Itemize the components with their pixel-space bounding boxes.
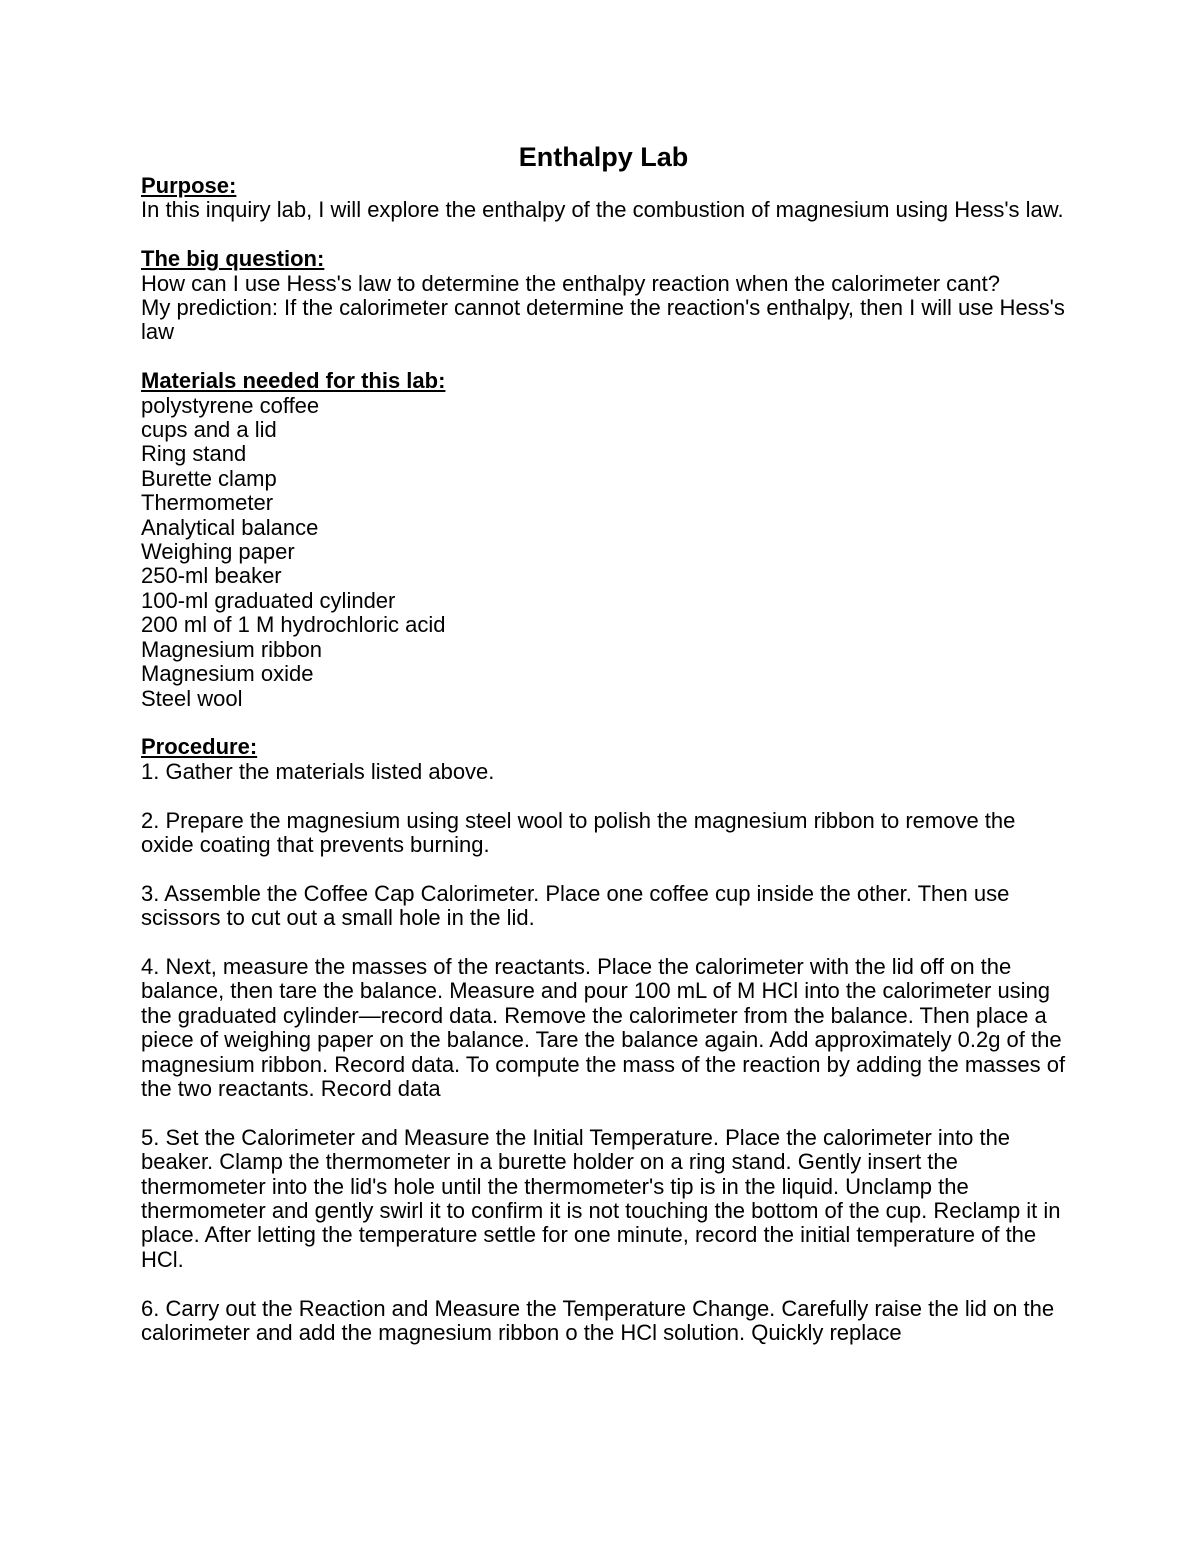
material-item: Burette clamp	[141, 465, 277, 491]
big-question-heading: The big question:	[141, 246, 325, 272]
materials-heading: Materials needed for this lab:	[141, 368, 446, 394]
material-item: Ring stand	[141, 441, 247, 467]
material-item: 100-ml graduated cylinder	[141, 587, 396, 613]
procedure-step: 5. Set the Calorimeter and Measure the Initial Temperature. Place the calorimeter into the beaker. Clamp the thermometer in a burette holder on a ring stand. Gently insert the thermometer into the lid's hole until the thermometer's tip is in the liquid. Unclamp the thermometer and gently swirl it to confirm it is not touching the bottom of the cup. Reclamp it in place. After letting the temperature settle for one minute, record the initial temperature of the HCl.	[141, 1124, 1061, 1272]
material-item: Steel wool	[141, 685, 243, 711]
procedure-section	[141, 735, 1066, 1345]
procedure-step: 4. Next, measure the masses of the reactants. Place the calorimeter with the lid off on the balance, then tare the balance. Measure and pour 100 mL of M HCl into the calorimeter using the graduated cylinder—record data. Remove the calorimeter from the balance. Then place a piece of weighing paper on the balance. Tare the balance again. Add approximately 0.2g of the magnesium ribbon. Record data. To compute the mass of the reaction by adding the masses of the two reactants. Record data	[141, 953, 1066, 1101]
spacer	[141, 711, 1066, 735]
purpose-text: In this inquiry lab, I will explore the enthalpy of the combustion of magnesium using Hess's law.	[141, 197, 1064, 223]
big-question-text: How can I use Hess's law to determine the enthalpy reaction when the calorimeter cant?	[141, 270, 1000, 296]
procedure-step: 1. Gather the materials listed above.	[141, 758, 495, 784]
material-item: Weighing paper	[141, 539, 295, 565]
document-title: Enthalpy Lab	[518, 142, 689, 172]
material-item: Magnesium oxide	[141, 661, 314, 687]
material-item: cups and a lid	[141, 417, 277, 443]
material-item: 200 ml of 1 M hydrochloric acid	[141, 612, 446, 638]
material-item: 250-ml beaker	[141, 563, 282, 589]
procedure-steps	[141, 760, 1066, 1346]
spacer	[141, 223, 1066, 247]
material-item: Thermometer	[141, 490, 274, 516]
spacer	[141, 345, 1066, 369]
procedure-heading: Procedure:	[141, 734, 258, 760]
procedure-step: 6. Carry out the Reaction and Measure the Temperature Change. Carefully raise the lid on the calorimeter and add the magnesium ribbon o the HCl solution. Quickly replace	[141, 1295, 1055, 1345]
big-question-section	[141, 247, 1066, 345]
procedure-step: 2. Prepare the magnesium using steel wool to polish the magnesium ribbon to remove the oxide coating that prevents burning.	[141, 807, 1016, 857]
materials-list	[141, 394, 1066, 711]
prediction-text: My prediction: If the calorimeter cannot determine the reaction's enthalpy, then I will use Hess's law	[141, 295, 1065, 345]
procedure-step: 3. Assemble the Coffee Cap Calorimeter. Place one coffee cup inside the other. Then use scissors to cut out a small hole in the lid.	[141, 880, 1010, 931]
material-item: polystyrene coffee	[141, 392, 320, 418]
materials-section	[141, 369, 1066, 711]
document-page	[141, 140, 1066, 1345]
material-item: Magnesium ribbon	[141, 636, 322, 662]
purpose-section	[141, 174, 1066, 223]
purpose-heading: Purpose:	[141, 173, 237, 198]
material-item: Analytical balance	[141, 514, 319, 540]
